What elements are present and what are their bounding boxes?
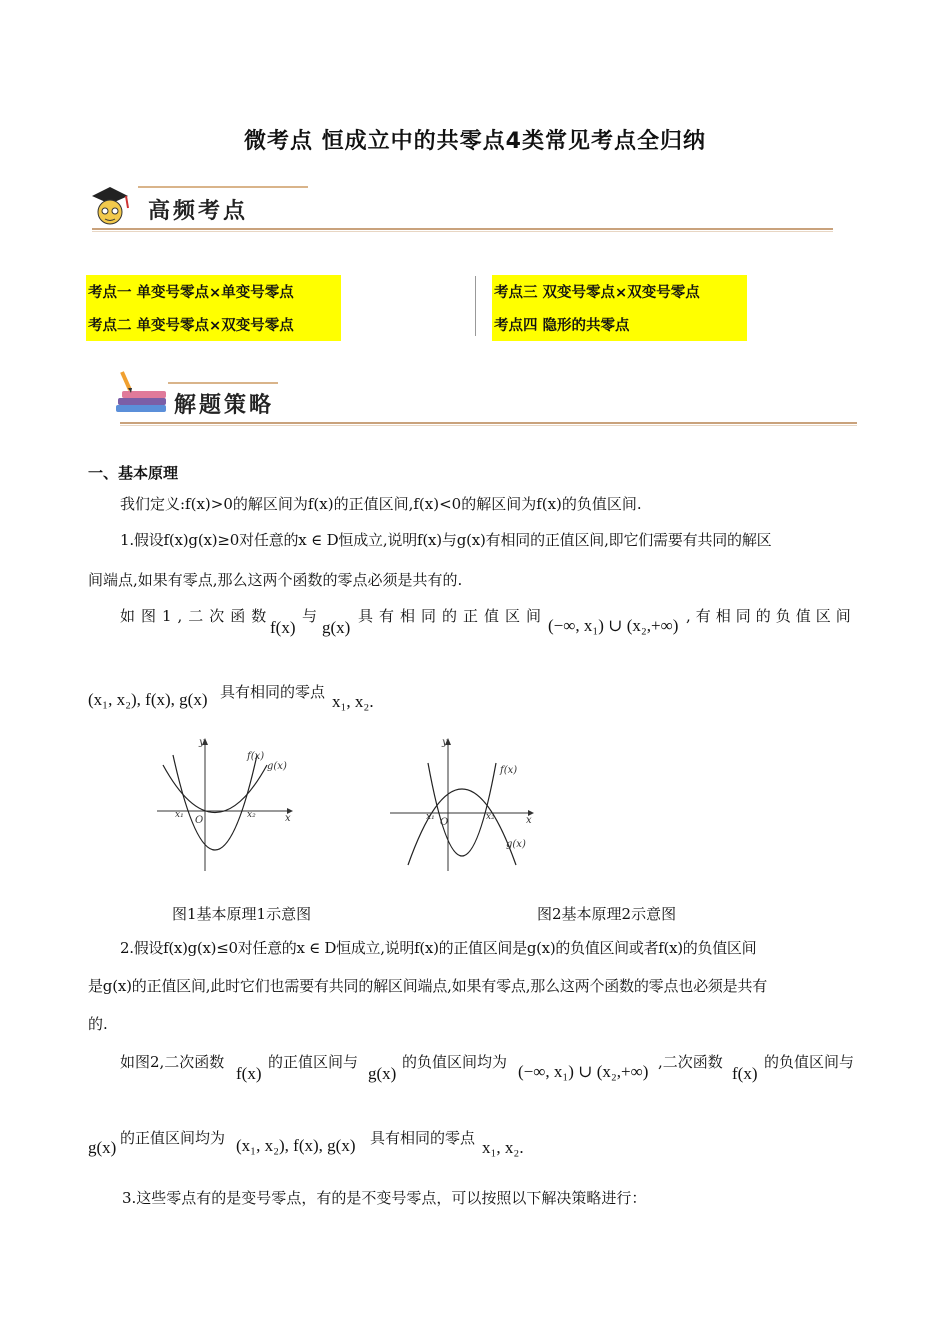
fig1-fx: f(x) <box>270 618 296 637</box>
topic-2: 考点二 单变号零点×双变号零点 <box>86 308 341 341</box>
fig1-label-y: y <box>199 737 205 748</box>
fig1-interval: (−∞, x₁) ∪ (x₂,+∞) <box>548 616 679 635</box>
principle2-line2: 是g(x)的正值区间,此时它们也需要有共同的解区间端点,如果有零点,那么这两个函数的零点也必须是共有 <box>88 977 768 995</box>
fig2-label-x1: x₁ <box>426 812 435 822</box>
fig2-label-x2: x₂ <box>486 812 495 822</box>
fig2-line2-text-b: 具有相同的零点 <box>370 1129 476 1147</box>
figure2-graph <box>388 735 538 875</box>
fig2-text-a: 如图2,二次函数 <box>120 1053 225 1071</box>
fig1-text-d: ,有相同的负值区间 <box>686 607 856 625</box>
fig1-label-g: g(x) <box>267 761 287 772</box>
fig2-label-f: f(x) <box>500 765 518 776</box>
fig2-label-y: y <box>442 737 448 748</box>
fig2-explain-line1 <box>120 1052 865 1092</box>
fig1-label-x: x <box>285 813 291 824</box>
banner-strategy <box>112 368 857 428</box>
fig2-line2-gx: g(x) <box>88 1138 117 1157</box>
topic-divider <box>475 276 476 336</box>
fig2-fx: f(x) <box>236 1064 262 1083</box>
principle1-line2: 间端点,如果有零点,那么这两个函数的零点必须是共有的. <box>88 571 463 589</box>
fig2-gx: g(x) <box>368 1064 397 1083</box>
figure1-caption: 图1基本原理1示意图 <box>172 905 312 923</box>
fig1-label-f: f(x) <box>247 751 265 762</box>
fig2-label-x: x <box>526 815 532 826</box>
fig1-label-o: O <box>195 815 204 826</box>
fig1-text-c: 具有相同的正值区间 <box>358 607 548 625</box>
figure1-graph <box>155 735 295 875</box>
fig2-text-c: 的负值区间均为 <box>402 1053 508 1071</box>
principle2-line3: 的. <box>88 1015 108 1033</box>
books-pencil-icon <box>112 368 170 418</box>
fig1-explain-line2 <box>88 682 488 722</box>
banner-strategy-label: 解题策略 <box>174 392 275 418</box>
principle3: 3.这些零点有的是变号零点，有的是不变号零点，可以按照以下解决策略进行： <box>122 1189 647 1207</box>
fig2-line2-zeros: x₁, x₂. <box>482 1138 524 1157</box>
fig2-text-e: 的负值区间与 <box>764 1053 855 1071</box>
fig1-label-x2: x₂ <box>247 810 256 820</box>
fig1-gx: g(x) <box>322 618 351 637</box>
section-heading: 一、基本原理 <box>88 464 179 482</box>
fig2-curve-g <box>408 789 516 865</box>
banner-high-frequency <box>88 178 833 238</box>
principle1-line1: 1.假设f(x)g(x)≥0对任意的x ∈ D恒成立,说明f(x)与g(x)有相同的正值区间,即它们需要有共同的解区 <box>120 531 772 549</box>
fig2-fx2: f(x) <box>732 1064 758 1083</box>
topic-1: 考点一 单变号零点×单变号零点 <box>86 275 341 308</box>
fig2-label-g: g(x) <box>506 839 526 850</box>
topic-4: 考点四 隐形的共零点 <box>492 308 747 341</box>
fig2-text-b: 的正值区间与 <box>268 1053 359 1071</box>
fig2-interval: (−∞, x₁) ∪ (x₂,+∞) <box>518 1062 649 1081</box>
fig2-text-d: ,二次函数 <box>658 1053 723 1071</box>
fig1-explain-line1 <box>120 606 865 646</box>
fig2-explain-line2 <box>88 1128 568 1168</box>
fig2-line2-interval: (x₁, x₂), f(x), g(x) <box>236 1136 356 1155</box>
fig1-text-a: 如图1,二次函数 <box>120 607 273 625</box>
fig1-line2-text: 具有相同的零点 <box>220 683 326 701</box>
fig1-text-b: 与 <box>302 607 318 625</box>
fig1-curve-f <box>173 755 257 850</box>
fig2-line2-text-a: 的正值区间均为 <box>120 1129 226 1147</box>
fig1-line2-interval: (x₁, x₂), f(x), g(x) <box>88 690 208 709</box>
fig2-curve-f <box>428 763 496 856</box>
graduation-cap-icon <box>88 182 132 230</box>
fig1-line2-zeros: x₁, x₂. <box>332 692 374 711</box>
figure2-caption: 图2基本原理2示意图 <box>537 905 677 923</box>
fig1-curve-g <box>163 765 267 813</box>
fig2-label-o: O <box>440 817 449 828</box>
banner-high-frequency-label: 高频考点 <box>148 198 249 224</box>
definition-paragraph: 我们定义:f(x)>0的解区间为f(x)的正值区间,f(x)<0的解区间为f(x)的负值区间. <box>120 495 642 513</box>
principle2-line1: 2.假设f(x)g(x)≤0对任意的x ∈ D恒成立,说明f(x)的正值区间是g(x)的负值区间或者f(x)的负值区间 <box>120 939 757 957</box>
topic-3: 考点三 双变号零点×双变号零点 <box>492 275 747 308</box>
fig1-label-x1: x₁ <box>175 810 184 820</box>
page-title: 微考点 恒成立中的共零点4类常见考点全归纳 <box>244 129 706 154</box>
